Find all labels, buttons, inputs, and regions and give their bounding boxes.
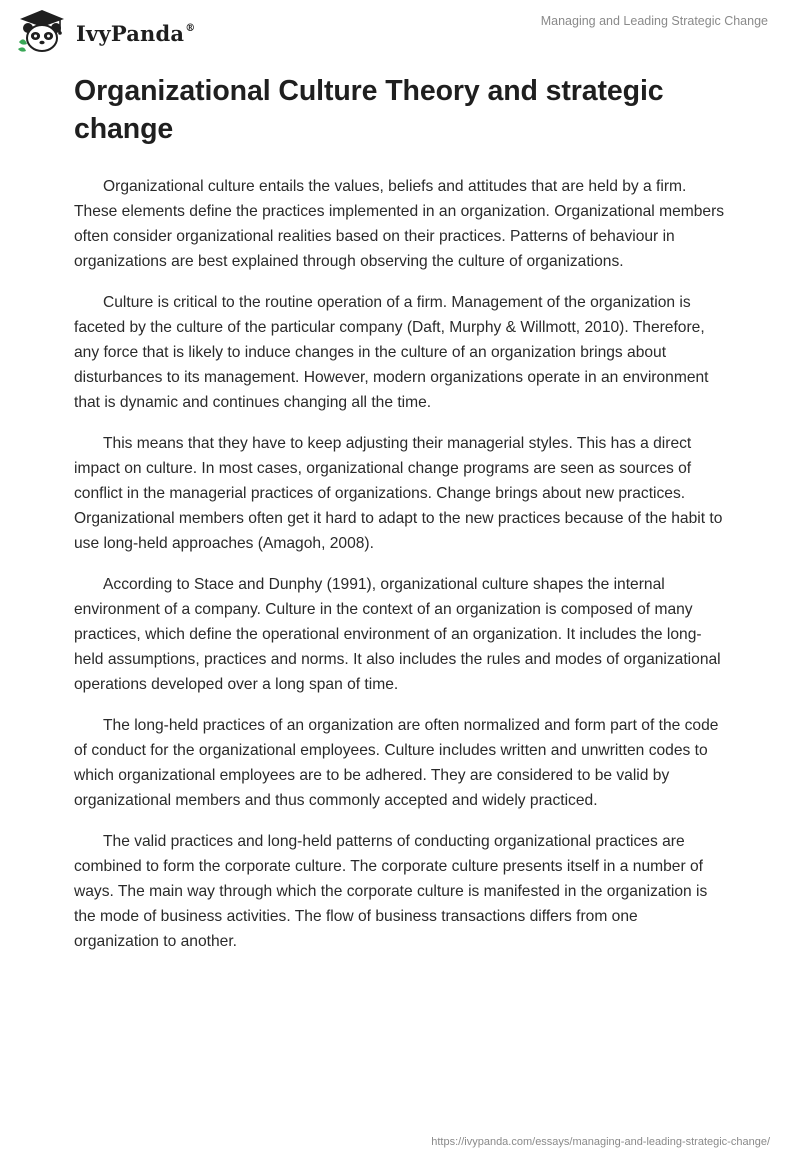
paragraph-5: The long-held practices of an organization are often normalized and form part of the code of conduct for the organizational employees. Culture includes written and unwritten codes to which organizational employees are to be adhered. They are considered to be valid by organizational members and thus commonly accepted and widely practiced. [74, 717, 719, 809]
paragraph-4: According to Stace and Dunphy (1991), organizational culture shapes the internal environment of a company. Culture in the context of an organization is composed of many practices, which define the operational environment of an organization. It includes the long-held assumptions, practices and norms. It also includes the rules and modes of organizational operations developed over a long span of time. [74, 576, 721, 693]
panda-graduate-icon [16, 8, 68, 54]
brand-text: IvyPanda [76, 20, 185, 46]
registered-mark: ® [185, 22, 196, 34]
paragraph-2: Culture is critical to the routine operation of a firm. Management of the organization is faceted by the culture of the particular company (Daft, Murphy & Willmott, 2010). Therefore, any force that is likely to induce changes in the culture of an organization brings about disturbances to its management. However, modern organizations operate in an environment that is dynamic and continues changing all the time. [74, 294, 709, 411]
paragraph-6: The valid practices and long-held patterns of conducting organizational practices are combined to form the corporate culture. The corporate culture presents itself in a number of ways. The main way through which the corporate culture is manifested in the organization is the mode of business activities. The flow of business transactions differs from one organization to another. [74, 833, 708, 950]
running-title: Managing and Leading Strategic Change [540, 14, 768, 28]
paragraph-1: Organizational culture entails the values, beliefs and attitudes that are held by a firm. These elements define the practices implemented in an organization. Organizational members often consider organizational realities based on their practices. Patterns of behaviour in organizations are best explained through observing the culture of organizations. [74, 178, 725, 270]
paragraph-3: This means that they have to keep adjusting their managerial styles. This has a direct impact on culture. In most cases, organizational change programs are seen as sources of conflict in the managerial practices of organizations. Change brings about new practices. Organizational members often get it hard to adapt to the new practices because of the habit to use long-held approaches (Amagoh, 2008). [74, 435, 723, 552]
brand-name [76, 21, 195, 46]
article [74, 72, 726, 970]
brand-logo[interactable] [16, 8, 195, 54]
source-url-link[interactable]: https://ivypanda.com/essays/managing-and-leading-strategic-change/ [431, 1136, 770, 1148]
page-title: Organizational Culture Theory and strategic change [74, 75, 664, 145]
page-header [0, 0, 800, 60]
